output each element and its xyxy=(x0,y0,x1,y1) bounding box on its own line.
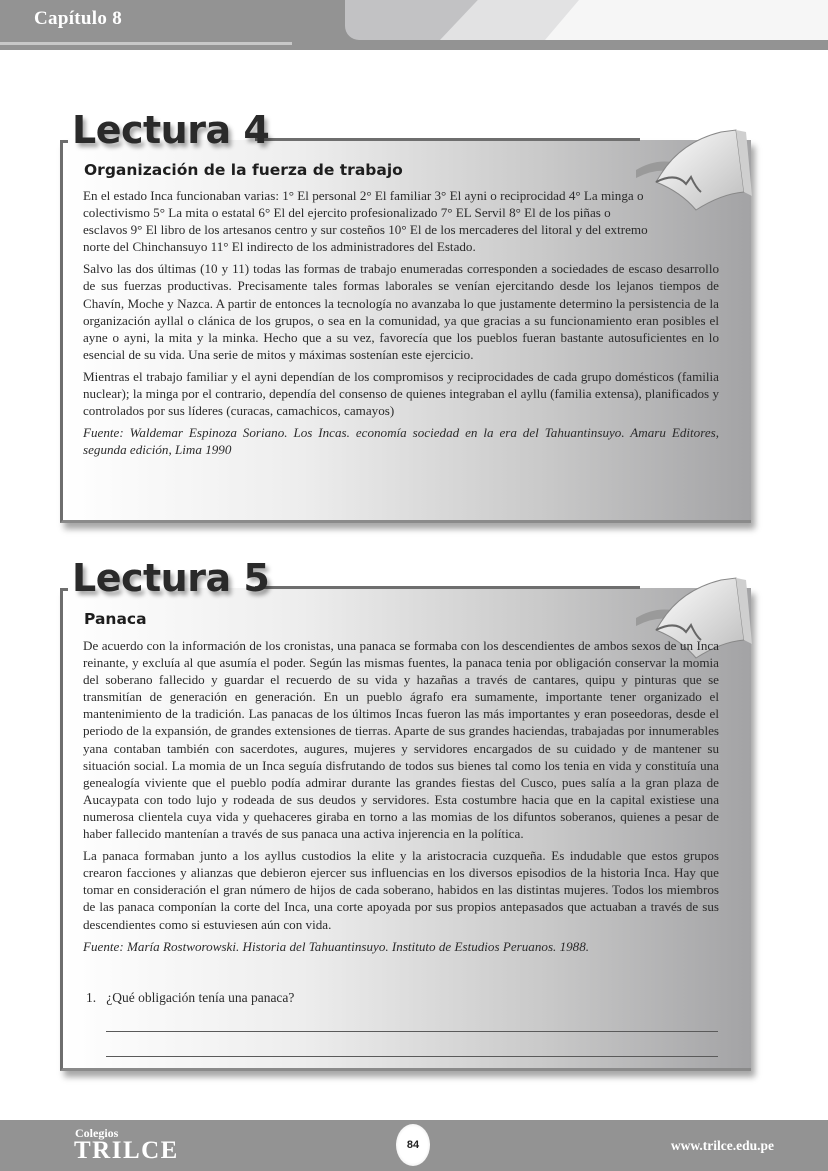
paragraph: De acuerdo con la información de los cronistas, una panaca se formaba con los descendientes de ambos sexos de un Inca reinante, y excluía al que asumía el poder. Según las mismas fuentes, la panaca tenia por obligación conservar la momia del soberano fallecido y guardar el recuerdo de su vida y hazañas a través de cantares, quipu y pinturas que se transmitían de generación en generación. En un pueblo ágrafo era sumamente, importante tener organizado el mantenimiento de la tradición. Las panacas de los últimos Incas fueron las más importantes y eran poseedoras, desde el periodo de la expansión, de grandes extensiones de tierras. Aparte de sus grandes haciendas, trabajadas por innumerables yana contaban también con sacerdotes, augures, mujeres y servidores encargados de su cuidado y de mantener su situación social. La momia de un Inca seguía disfrutando de todos sus bienes tal como los tenia en vida y constituía una genealogía viviente que el pueblo podía admirar durante las grandes fiestas del Cusco, pues salía a la gran plaza de Aucaypata con todo lujo y rodeada de sus deudos y servidores. Esta costumbre hacia que en la capital existiese una numerosa clientela cuya vida y quehaceres giraba en torno a las momias de los difuntos soberanos, quienes a pesar de haber fallecido mantenían a través de sus panaca una activa injerencia en la política. xyxy=(83,638,719,842)
question-1: 1. ¿Qué obligación tenía una panaca? xyxy=(86,990,295,1005)
page-number-badge: 84 xyxy=(396,1124,430,1166)
paragraph: La panaca formaban junto a los ayllus custodios la elite y la aristocracia cuzqueña. Es indudable que estos grupos crearon facciones y alianzas que debieron ejercer sus influencias en los diversos episodios de la historia Inca. Hay que tomar en consideración el gran número de hijos de cada soberano, habidos en las distintas mujeres. Todos los miembros de las panaca componían la corte del Inca, una corte apoyada por sus propios antepasados que actuaban a través de sus descendientes como si estuviesen aún con vida. xyxy=(83,848,719,932)
box-top-border xyxy=(255,138,640,141)
paragraph: En el estado Inca funcionaban varias: 1° El personal 2° El familiar 3° El ayni o reciprocidad 4° La minga o colectivismo 5° La mita o estatal 6° El del ejercito profesionalizado 7° EL Servil 8° El de los piñas o esclavos 9° El libro de los artesanos centro y sur costeños 10° El de los mercaderes del litoral y del extremo norte del Chinchansuyo 11° El indirecto de los administradores del Estado. xyxy=(83,188,648,255)
box-top-border xyxy=(60,588,68,591)
source-citation: Fuente: Waldemar Espinoza Soriano. Los Incas. economía sociedad en la era del Tahuantinsuyo. Amaru Editores, segunda edición, Lima 1990 xyxy=(83,425,719,458)
paragraph: Salvo las dos últimas (10 y 11) todas las formas de trabajo enumeradas corresponden a sociedades de escaso desarrollo de sus fuerzas productivas. Precisamente tales formas laborales se venían ejercitando desde los lejanos tiempos de Chavín, Moche y Nazca. A partir de entonces la tecnología no avanzaba lo que justamente determino la persistencia de la organización ayllal o clánica de los grupos, o sea en la comunidad, ya que gracias a su funcionamiento eran posibles el ayne o ayni, la mita y la minka. Hecho que a su vez, favorecía que los pueblos fueran bastante autosuficientes en lo esencial de su vida. Una serie de mitos y máximas sostenían este ejercicio. xyxy=(83,261,719,362)
website-url: www.trilce.edu.pe xyxy=(670,1138,774,1153)
header-decor-band xyxy=(545,0,828,40)
lectura-5-body xyxy=(83,637,719,960)
answer-line-2[interactable] xyxy=(106,1056,718,1057)
chapter-title: Capítulo 8 xyxy=(34,8,122,29)
box-top-border xyxy=(60,140,68,143)
paragraph: Mientras el trabajo familiar y el ayni dependían de los compromisos y reciprocidades de cada grupo domésticos (familia nuclear); la minga por el contrario, dependía del consenso de quienes integraban el ayllu (familia extensa), planificados y controlados por sus líderes (curacas, camachicos, camayos) xyxy=(83,368,719,419)
lectura-4-title: Lectura 4 xyxy=(72,108,270,152)
lectura-5-title: Lectura 5 xyxy=(72,556,270,600)
answer-line-1[interactable] xyxy=(106,1031,718,1032)
box-top-border xyxy=(255,586,640,589)
source-citation: Fuente: María Rostworowski. Historia del Tahuantinsuyo. Instituto de Estudios Peruanos. 1988. xyxy=(83,938,590,954)
header-underline xyxy=(0,42,292,45)
brand-logo: TRILCE xyxy=(74,1137,179,1164)
lectura-4-subtitle: Organización de la fuerza de trabajo xyxy=(84,161,403,179)
page-header xyxy=(0,0,828,50)
lectura-5-subtitle: Panaca xyxy=(84,610,147,628)
page-footer xyxy=(0,1120,828,1171)
brand-colegios: Colegios xyxy=(75,1126,119,1140)
lectura-4-body xyxy=(83,187,719,463)
